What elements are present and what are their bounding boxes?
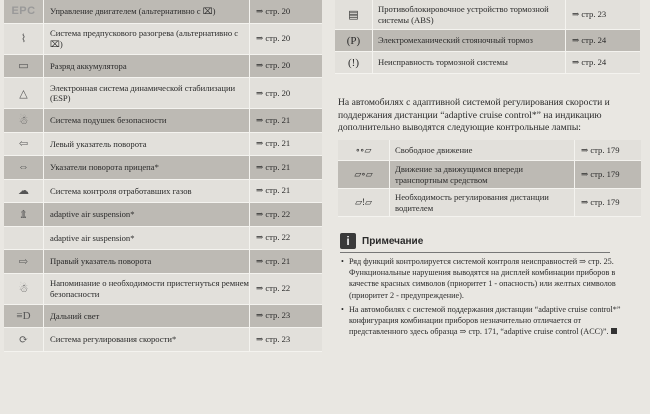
- table-row: [335, 30, 640, 52]
- exhaust-icon: ☁: [4, 180, 44, 203]
- table-row: [4, 250, 322, 274]
- row-label: Дальний свет: [44, 305, 250, 328]
- indicator-table-right: [335, 0, 640, 74]
- page-reference: ⇒ стр. 22: [256, 283, 291, 293]
- table-row: [4, 227, 322, 251]
- table-row: [4, 133, 322, 157]
- note-bullet-2: [340, 304, 640, 338]
- page-reference: ⇒ стр. 23: [256, 333, 291, 344]
- row-label: Электронная система динамической стабилизации (ESP): [44, 78, 250, 108]
- page-reference: ⇒ стр. 21: [256, 161, 291, 172]
- airbag-icon: ☃: [4, 109, 44, 132]
- row-label: Указатели поворота прицепа*: [44, 156, 250, 179]
- row-label: Система регулирования скорости*: [44, 328, 250, 351]
- page-reference: ⇒ стр. 21: [256, 185, 291, 196]
- page-reference: ⇒ стр. 21: [256, 114, 291, 125]
- page-reference: ⇒ стр. 24: [572, 57, 607, 67]
- table-row: [4, 180, 322, 204]
- page-reference: ⇒ стр. 20: [256, 60, 291, 71]
- page-reference: ⇒ стр. 21: [256, 255, 291, 266]
- table-row: [4, 55, 322, 79]
- row-label: Система предпускового разогрева (альтернативно с ⌧): [44, 24, 250, 54]
- table-row: [338, 189, 641, 217]
- page-reference: ⇒ стр. 179: [581, 197, 620, 207]
- table-row: [4, 24, 322, 55]
- epc-icon: EPC: [4, 0, 44, 23]
- row-label: adaptive air suspension*: [44, 227, 250, 250]
- row-label: Свободное движение: [390, 140, 575, 160]
- cruise-control-icon: ⟳: [4, 328, 44, 351]
- parking-brake-icon: (P): [335, 30, 373, 51]
- table-row: [4, 328, 322, 352]
- row-label: Разряд аккумулятора: [44, 55, 250, 78]
- acc-intro-paragraph: На автомобилях с адаптивной системой регулирования скорости и поддержания дистанции “adaptive cruise control*” на индикацию дополнительно выводятся следующие контрольные лампы:: [338, 97, 610, 133]
- row-label: Левый указатель поворота: [44, 133, 250, 156]
- page-reference: ⇒ стр. 24: [572, 35, 607, 45]
- right-turn-icon: ⇨: [4, 250, 44, 273]
- table-row: [335, 0, 640, 30]
- page-reference: ⇒ стр. 179: [581, 144, 620, 155]
- air-suspension-icon: ⇭: [4, 203, 44, 226]
- table-row: [4, 156, 322, 180]
- table-row: [338, 140, 641, 161]
- left-turn-icon: ⇦: [4, 133, 44, 156]
- acc-indicator-table: [338, 140, 641, 217]
- note-divider: [340, 252, 610, 253]
- page-reference: ⇒ стр. 22: [256, 232, 291, 243]
- abs-icon: ▤: [335, 0, 373, 29]
- row-label: Противоблокировочное устройство тормозной системы (ABS): [373, 0, 566, 29]
- row-label: Система контроля отработавших газов: [44, 180, 250, 203]
- row-label: Неисправность тормозной системы: [373, 52, 566, 73]
- table-row: [4, 109, 322, 133]
- row-label: Электромеханический стояночный тормоз: [373, 30, 566, 51]
- table-row: [335, 52, 640, 74]
- seatbelt-icon: ☃: [4, 274, 44, 304]
- free-drive-icon: ∘∘▱: [338, 140, 390, 160]
- table-row: [4, 203, 322, 227]
- indicator-table-left: [4, 0, 322, 352]
- page-reference: ⇒ стр. 23: [256, 310, 291, 321]
- page-reference: ⇒ стр. 21: [256, 138, 291, 149]
- note-bullet-2-text: На автомобилях с системой поддержания дистанции “adaptive cruise control*” конфигурация комбинации приборов незначительно отличается от представленного здесь образца ⇒ стр. 171, “adaptive cruise control (ACC)”.: [349, 304, 621, 337]
- note-block: [340, 233, 640, 337]
- distance-warning-icon: ▱!▱: [338, 189, 390, 216]
- table-row: [4, 78, 322, 109]
- esp-icon: △: [4, 78, 44, 108]
- row-label: Движение за движущимся впереди транспортным средством: [390, 161, 575, 188]
- page-reference: ⇒ стр. 22: [256, 208, 291, 219]
- table-row: [4, 0, 322, 24]
- row-label: Правый указатель поворота: [44, 250, 250, 273]
- glow-plug-icon: ⌇: [4, 24, 44, 54]
- air-suspension-blank-icon: [4, 227, 44, 250]
- table-row: [338, 161, 641, 189]
- page-reference: ⇒ стр. 20: [256, 87, 291, 98]
- page-reference: ⇒ стр. 23: [572, 9, 607, 19]
- note-title: Примечание: [362, 235, 424, 247]
- row-label: adaptive air suspension*: [44, 203, 250, 226]
- table-row: [4, 274, 322, 305]
- battery-icon: ▭: [4, 55, 44, 78]
- high-beam-icon: ≡D: [4, 305, 44, 328]
- note-bullet-1: • Ряд функций контролируется системой контроля неисправностей ⇒ стр. 25. Функциональные нарушения выводятся на дисплей комбинации приборов в качестве красных символов (приоритет 1 - опасность) или желтых символов (приоритет 2 - предупреждение).: [340, 256, 640, 301]
- trailer-turn-icon: ⇔: [4, 156, 44, 179]
- row-label: Система подушек безопасности: [44, 109, 250, 132]
- page-reference: ⇒ стр. 179: [581, 169, 620, 179]
- row-label: Управление двигателем (альтернативно с ⌧): [44, 0, 250, 23]
- table-row: [4, 305, 322, 329]
- info-icon: i: [340, 233, 356, 249]
- row-label: Напоминание о необходимости пристегнуться ремнем безопасности: [44, 274, 250, 304]
- page-reference: ⇒ стр. 20: [256, 5, 291, 16]
- row-label: Необходимость регулирования дистанции водителем: [390, 189, 575, 216]
- end-mark-icon: [611, 328, 617, 334]
- brake-warning-icon: (!): [335, 52, 373, 73]
- follow-vehicle-icon: ▱∘▱: [338, 161, 390, 188]
- page-reference: ⇒ стр. 20: [256, 33, 291, 43]
